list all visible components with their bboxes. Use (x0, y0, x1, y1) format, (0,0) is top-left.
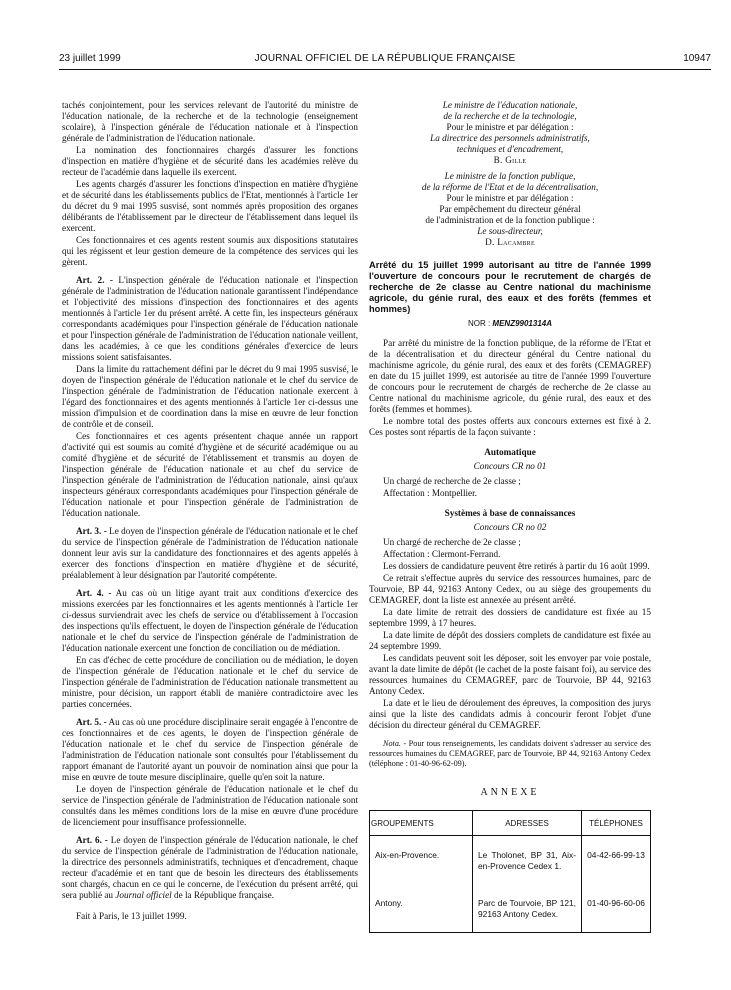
table-cell-groupement: Aix-en-Provence. (370, 836, 473, 885)
signature-line: Pour le ministre et par délégation : (446, 122, 574, 132)
article-label: Art. 3. - (76, 526, 107, 536)
paragraph: Les dossiers de candidature peuvent être retirés à partir du 16 août 1999. (383, 561, 650, 571)
article-label: Art. 5. - (76, 717, 107, 727)
signature-line: Pour le ministre et par délégation : (446, 193, 574, 203)
section-heading: Systèmes à base de connaissances (444, 508, 576, 518)
article-label: Art. 2. - (76, 275, 113, 285)
page-number: 10947 (683, 53, 711, 64)
page-header (59, 53, 711, 67)
article-text: L'inspection générale de l'éducation nationale et l'inspection générale de l'administration de l'éducation nationale garantissent l'indépendance et l'objectivité des missions d'inspection des fonctionnaires et des agents mentionnés à l'article 1er du présent arrêté. A cette fin, les inspecteurs généraux correspondants académiques pour l'inspection générale de l'éducation nationale et pour l'inspection générale de l'administration de l'éducation nationale veillent, dans les académies, à ce que les conditions générales d'exercice de leurs missions soient satisfaisantes. (62, 275, 358, 362)
signatory-name: D. Lacambre (485, 237, 535, 247)
signature-line: Le ministre de la fonction publique, (444, 171, 576, 181)
column-header: ADRESSES (473, 811, 582, 836)
table-cell-groupement: Antony. (370, 884, 473, 933)
signature-line: Le sous-directeur, (477, 226, 543, 236)
signatory-name: B. Gille (493, 155, 527, 165)
signature-line: de l'administration et de la fonction publique : (425, 215, 595, 225)
article-3 (62, 526, 358, 581)
table-cell-adresse: Parc de Tourvoie, BP 121, 92163 Antony Cedex. (473, 884, 582, 933)
paragraph: Par arrêté du ministre de la fonction publique, de la réforme de l'Etat et de la décentralisation et du directeur général du Centre national du machinisme agricole, du génie rural, des eaux et des forêts (CEMAGREF) en date du 15 juillet 1999, est autorisée au titre de l'année 1999 l'ouverture de concours pour le recrutement de chargés de recherche de 2e classe au Centre national du machinisme agricole, du génie rural, des eaux et des forêts (femmes et hommes). (369, 338, 651, 414)
article-label: Art. 6. - (76, 835, 108, 845)
article-5 (62, 717, 358, 783)
nota-text: Pour tous renseignements, les candidats doivent s'adresser au service des ressources humaines du CEMAGREF, parc de Tourvoie, BP 44, 92163 Antony Cedex (téléphone : 01-40-96-62-09). (369, 739, 651, 768)
signature-line: de la recherche et de la technologie, (443, 111, 577, 121)
nor-label: NOR : (467, 319, 493, 328)
article-label: Art. 4. - (76, 588, 112, 598)
article-text: Au cas où une procédure disciplinaire serait engagée à l'encontre de ces fonctionnaires et de ces agents, le doyen de l'inspection générale de l'éducation nationale et le chef du service de l'inspection générale de l'administration de l'éducation nationale sont consultés pour l'établissement du rapport émanant de l'autorité ayant un pouvoir de nomination ainsi que pour la mise en œuvre de toute mesure disciplinaire, quelle qu'en soit la nature. (62, 717, 358, 782)
paragraph: La nomination des fonctionnaires chargés d'assurer les fonctions d'inspection en matière d'hygiène et de sécurité dans les académies relève du recteur de l'académie dans laquelle ils exercent. (62, 145, 358, 177)
annexe-table (369, 810, 651, 933)
paragraph: Ces fonctionnaires et ces agents restent soumis aux dispositions statutaires qui les régissent et leur gestion demeure de la compétence des services qui les gèrent. (62, 235, 358, 267)
signature-line: techniques et d'encadrement, (456, 144, 564, 154)
signature-block-education (369, 100, 651, 166)
paragraph: Les candidats peuvent soit les déposer, soit les envoyer par voie postale, avant la date limite de dépôt (le cachet de la poste faisant foi), au service des ressources humaines du CEMAGREF, parc de Tourvoie, BP 44, 92163 Antony Cedex. (369, 653, 651, 696)
right-column (369, 100, 651, 933)
article-text-end: de la République française. (171, 890, 275, 900)
article-2 (62, 275, 358, 363)
paragraph: Dans la limite du rattachement défini par le décret du 9 mai 1995 susvisé, le doyen de l'inspection générale de l'éducation nationale et le chef du service de l'inspection générale de l'administration de l'éducation nationale exercent à l'égard des fonctionnaires et des agents mentionnés à l'article 1er ci-dessus une mission d'impulsion et de coordination dans la mise en œuvre de leur fonction de contrôle et de conseil. (62, 364, 358, 429)
paragraph: Un chargé de recherche de 2e classe ; (383, 537, 521, 547)
arrete-title: Arrêté du 15 juillet 1999 autorisant au titre de l'année 1999 l'ouverture de concours pour le recrutement de chargés de recherche de 2e classe au Centre national du machinisme agricole, du génie rural, des eaux et des forêts (femmes et hommes) (369, 260, 651, 314)
article-4 (62, 588, 358, 654)
paragraph: En cas d'échec de cette procédure de conciliation ou de médiation, le doyen de l'inspection générale de l'éducation nationale et le chef du service de l'inspection générale de l'administration de l'éducation nationale transmettent au ministre, pour décision, un rapport établi de manière contradictoire avec les parties concernées. (62, 655, 358, 709)
column-header: GROUPEMENTS (370, 811, 473, 836)
paragraph: La date limite de dépôt des dossiers complets de candidature est fixée au 24 septembre 1999. (369, 630, 651, 651)
paragraph: Un chargé de recherche de 2e classe ; (383, 476, 521, 486)
paragraph: Ces fonctionnaires et ces agents présentent chaque année un rapport d'activité qui est soumis au comité d'hygiène et de sécurité académique ou au comité d'hygiène et de sécurité de l'établissement et transmis au doyen de l'inspection générale de l'éducation nationale et au chef du service de l'inspection générale de l'administration de l'éducation nationale, ainsi qu'aux inspecteurs généraux correspondants académiques pour l'inspection générale de l'éducation nationale et pour l'inspection générale de l'administration de l'éducation nationale. (62, 431, 358, 518)
table-cell-telephone: 04-42-66-99-13 (582, 836, 651, 885)
signature-block-fonction-publique (369, 171, 651, 248)
concours-label: Concours CR no 01 (473, 461, 547, 471)
paragraph: Les agents chargés d'assurer les fonctions d'inspection en matière d'hygiène et de sécurité dans les établissements publics de l'Etat, mentionnés à l'article 1er du décret du 9 mai 1995 susvisé, sont nommés après proposition des organes délibérants de l'établissement par le directeur de l'établissement dans lequel ils exercent. (62, 179, 358, 233)
left-column (62, 100, 358, 923)
article-text: Au cas où un litige ayant trait aux conditions d'exercice des missions exercées par les fonctionnaires et les agents mentionnés à l'article 1er ci-dessus surviendrait avec les chefs de service ou d'établissement à l'occasion des inspections qu'ils effectuent, le doyen de l'inspection générale de l'éducation nationale et le chef du service de l'inspection générale de l'administration de l'éducation nationale exercent une fonction de conciliation ou de médiation. (62, 588, 358, 653)
nota-note (369, 739, 651, 769)
table-row (370, 836, 651, 885)
article-text: Le doyen de l'inspection générale de l'éducation nationale, le chef du service de l'inspection générale de l'administration de l'éducation nationale, la directrice des personnels administratifs, techniques et d'encadrement, chaque recteur d'académie et en tant que de besoin les directeurs des établissements sont chargés, chacun en ce qui le concerne, de l'exécution du présent arrêté, qui sera publié au (62, 835, 358, 900)
paragraph: tachés conjointement, pour les services relevant de l'autorité du ministre de l'éducation nationale, de la recherche et de la technologie (enseignement scolaire), à l'inspection générale de l'éducation nationale et à l'inspection générale de l'administration de l'éducation nationale. (62, 100, 358, 143)
article-text: Le doyen de l'inspection générale de l'éducation nationale et le chef du service de l'inspection générale de l'administration de l'éducation nationale donnent leur avis sur la candidature des fonctionnaires et des agents appelés à exercer des fonctions d'inspection en matière d'hygiène et de sécurité, préalablement à leur désignation par l'autorité compétente. (62, 526, 358, 580)
nor-code: MENZ9901314A (492, 319, 553, 328)
signature-line: Le ministre de l'éducation nationale, (442, 100, 578, 110)
signature-line: Par empêchement du directeur général (439, 204, 581, 214)
table-header-row (370, 811, 651, 836)
paragraph: Le doyen de l'inspection générale de l'éducation nationale et le chef du service de l'inspection générale de l'administration de l'éducation nationale sont consultés dans les mêmes conditions lors de la mise en œuvre d'une procédure de licenciement pour insuffisance professionnelle. (62, 784, 358, 827)
fait-a-paris: Fait à Paris, le 13 juillet 1999. (76, 911, 187, 921)
journal-title: JOURNAL OFFICIEL DE LA RÉPUBLIQUE FRANÇAISE (254, 53, 516, 64)
concours-label: Concours CR no 02 (473, 522, 547, 532)
column-header: TÉLÉPHONES (582, 811, 651, 836)
paragraph: Ce retrait s'effectue auprès du service des ressources humaines, parc de Tourvoie, BP 44, 92163 Antony Cedex, ou au siège des groupements du CEMAGREF, dont la liste est annexée au présent arrêté. (369, 573, 651, 605)
journal-officiel-ref: Journal officiel (115, 890, 172, 900)
paragraph: Affectation : Clermont-Ferrand. (383, 549, 501, 559)
table-cell-adresse: Le Tholonet, BP 31, Aix-en-Provence Cedex 1. (473, 836, 582, 885)
nota-label: Nota. - (383, 739, 407, 748)
header-date: 23 juillet 1999 (59, 53, 121, 64)
paragraph: La date et le lieu de déroulement des épreuves, la composition des jurys ainsi que la liste des candidats admis à concourir feront l'objet d'une décision du directeur général du CEMAGREF. (369, 698, 651, 730)
annexe-heading: ANNEXE (480, 787, 540, 798)
paragraph: La date limite de retrait des dossiers de candidature est fixée au 15 septembre 1999, à 17 heures. (369, 607, 651, 628)
table-row (370, 884, 651, 933)
nor-reference (369, 318, 651, 329)
section-heading: Automatique (484, 447, 536, 457)
article-6 (62, 835, 358, 901)
table-cell-telephone: 01-40-96-60-06 (582, 884, 651, 933)
header-rule (59, 69, 711, 70)
signature-line: de la réforme de l'Etat et de la décentralisation, (421, 182, 599, 192)
paragraph: Le nombre total des postes offerts aux concours externes est fixé à 2. Ces postes sont répartis de la façon suivante : (369, 416, 651, 437)
signature-line: La directrice des personnels administratifs, (430, 133, 590, 143)
paragraph: Affectation : Montpellier. (383, 488, 477, 498)
